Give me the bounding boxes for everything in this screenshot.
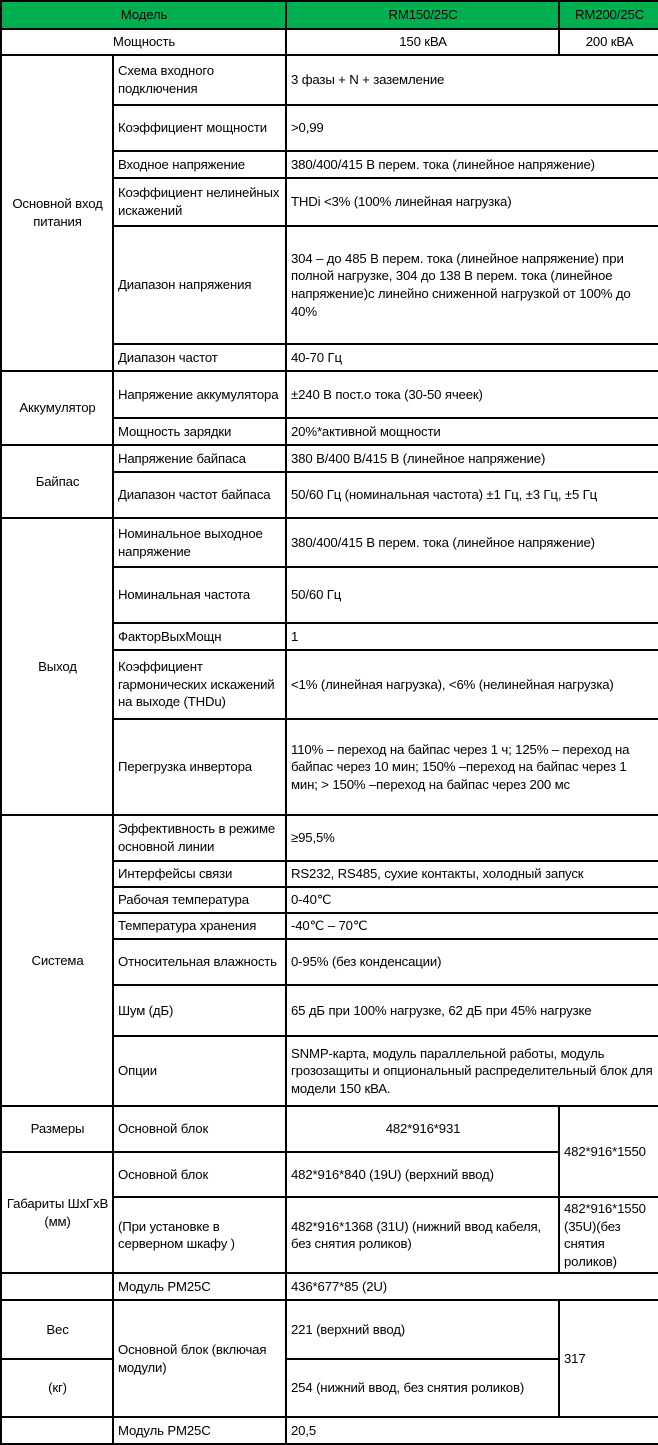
power-label: Мощность: [1, 29, 286, 55]
row-value-input-voltage: 380/400/415 В перем. тока (линейное напряжение): [286, 151, 658, 178]
table-row-model-header: [1, 1, 658, 29]
row-value-out-power-factor: 1: [286, 623, 658, 650]
row-label-thdi: Коэффициент нелинейных искажений: [113, 178, 286, 226]
group-label-dimensions: Размеры: [1, 1106, 113, 1152]
row-value-dim-main-b: 482*916*1550: [559, 1106, 658, 1197]
row-value-weight-main-top: 221 (верхний ввод): [286, 1300, 559, 1359]
row-label-weight-module: Модуль PM25C: [113, 1417, 286, 1444]
row-value-out-freq: 50/60 Гц: [286, 567, 658, 623]
row-label-op-temp: Рабочая температура: [113, 887, 286, 913]
row-label-bypass-freq: Диапазон частот байпаса: [113, 472, 286, 518]
row-value-input-scheme: 3 фазы + N + заземление: [286, 55, 658, 105]
row-label-voltage-range: Диапазон напряжения: [113, 226, 286, 344]
row-label-efficiency: Эффективность в режиме основной линии: [113, 815, 286, 861]
row-label-dim-main2: Основной блок: [113, 1152, 286, 1197]
row-value-dim-rack-b: 482*916*1550 (35U)(без снятия роликов): [559, 1197, 658, 1273]
row-value-op-temp: 0-40℃: [286, 887, 658, 913]
row-value-storage-temp: -40℃ – 70℃: [286, 913, 658, 939]
row-value-overload: 110% – переход на байпас через 1 ч; 125% – переход на байпас через 10 мин; 150% –переход на байпас через 1 мин; > 150% –переход на байпас через 200 мс: [286, 719, 658, 815]
group-label-bypass: Байпас: [1, 445, 113, 518]
table-row-input-scheme: [1, 55, 658, 105]
row-value-comm: RS232, RS485, сухие контакты, холодный запуск: [286, 861, 658, 887]
group-label-weight: Вес: [1, 1300, 113, 1359]
row-value-noise: 65 дБ при 100% нагрузке, 62 дБ при 45% нагрузке: [286, 985, 658, 1036]
row-value-bypass-freq: 50/60 Гц (номинальная частота) ±1 Гц, ±3 Гц, ±5 Гц: [286, 472, 658, 518]
group-label-output: Выход: [1, 518, 113, 815]
table-row-efficiency: [1, 815, 658, 861]
group-label-battery: Аккумулятор: [1, 371, 113, 445]
header-model-b: RM200/25C: [559, 1, 658, 29]
table-row-bypass-voltage: [1, 445, 658, 472]
row-label-storage-temp: Температура хранения: [113, 913, 286, 939]
row-value-charge-power: 20%*активной мощности: [286, 418, 658, 445]
table-row-out-voltage: [1, 518, 658, 567]
group-label-input: Основной вход питания: [1, 55, 113, 371]
table-row-battery-voltage: [1, 371, 658, 418]
row-value-battery-voltage: ±240 В пост.о тока (30-50 ячеек): [286, 371, 658, 418]
row-label-humidity: Относительная влажность: [113, 939, 286, 985]
group-label-system: Система: [1, 815, 113, 1106]
row-label-weight-main: Основной блок (включая модули): [113, 1300, 286, 1417]
row-value-dim-main2-a: 482*916*840 (19U) (верхний ввод): [286, 1152, 559, 1197]
table-row-dim-module: [1, 1273, 658, 1300]
group-label-dimensions-sub: Габариты ШхГхВ (мм): [1, 1152, 113, 1273]
row-label-freq-range: Диапазон частот: [113, 344, 286, 371]
row-label-out-power-factor: ФакторВыхМощн: [113, 623, 286, 650]
power-value-b: 200 кВА: [559, 29, 658, 55]
row-label-dim-module: Модуль PM25C: [113, 1273, 286, 1300]
row-label-noise: Шум (дБ): [113, 985, 286, 1036]
row-value-weight-main-b: 317: [559, 1300, 658, 1417]
row-value-dim-rack-a: 482*916*1368 (31U) (нижний ввод кабеля, без снятия роликов): [286, 1197, 559, 1273]
row-label-dim-rack: (При установке в серверном шкафу ): [113, 1197, 286, 1273]
row-value-options: SNMP-карта, модуль параллельной работы, модуль грозозащиты и опциональный распределительный блок для модели 150 кВА.: [286, 1036, 658, 1106]
row-label-options: Опции: [113, 1036, 286, 1106]
row-value-out-voltage: 380/400/415 В перем. тока (линейное напряжение): [286, 518, 658, 567]
group-label-weight-spacer: [1, 1417, 113, 1444]
table-row-power: [1, 29, 658, 55]
row-label-input-voltage: Входное напряжение: [113, 151, 286, 178]
row-label-comm: Интерфейсы связи: [113, 861, 286, 887]
row-value-weight-module: 20,5: [286, 1417, 658, 1444]
table-row-weight-main-top: [1, 1300, 658, 1359]
row-label-dim-main: Основной блок: [113, 1106, 286, 1152]
row-value-voltage-range: 304 – до 485 В перем. тока (линейное напряжение) при полной нагрузке, 304 до 138 В перем. тока (линейное напряжение)с линейно сниженной нагрузкой от 100% до 40%: [286, 226, 658, 344]
row-value-bypass-voltage: 380 В/400 В/415 В (линейное напряжение): [286, 445, 658, 472]
table-row-weight-module: [1, 1417, 658, 1444]
row-value-humidity: 0-95% (без конденсации): [286, 939, 658, 985]
row-value-freq-range: 40-70 Гц: [286, 344, 658, 371]
row-value-thdi: THDi <3% (100% линейная нагрузка): [286, 178, 658, 226]
group-label-weight-unit: (кг): [1, 1359, 113, 1417]
row-value-dim-main-a: 482*916*931: [286, 1106, 559, 1152]
row-label-out-freq: Номинальная частота: [113, 567, 286, 623]
row-label-bypass-voltage: Напряжение байпаса: [113, 445, 286, 472]
row-value-power-factor: >0,99: [286, 105, 658, 151]
row-label-power-factor: Коэффициент мощности: [113, 105, 286, 151]
header-model-label: Модель: [1, 1, 286, 29]
row-label-overload: Перегрузка инвертора: [113, 719, 286, 815]
row-value-weight-main-bot: 254 (нижний ввод, без снятия роликов): [286, 1359, 559, 1417]
row-value-efficiency: ≥95,5%: [286, 815, 658, 861]
table-row-dim-main: [1, 1106, 658, 1152]
row-label-thdu: Коэффициент гармонических искажений на выходе (THDu): [113, 650, 286, 719]
row-value-thdu: <1% (линейная нагрузка), <6% (нелинейная нагрузка): [286, 650, 658, 719]
row-label-charge-power: Мощность зарядки: [113, 418, 286, 445]
row-label-input-scheme: Схема входного подключения: [113, 55, 286, 105]
group-label-dimensions-spacer: [1, 1273, 113, 1300]
header-model-a: RM150/25C: [286, 1, 559, 29]
power-value-a: 150 кВА: [286, 29, 559, 55]
row-label-out-voltage: Номинальное выходное напряжение: [113, 518, 286, 567]
row-value-dim-module: 436*677*85 (2U): [286, 1273, 658, 1300]
row-label-battery-voltage: Напряжение аккумулятора: [113, 371, 286, 418]
